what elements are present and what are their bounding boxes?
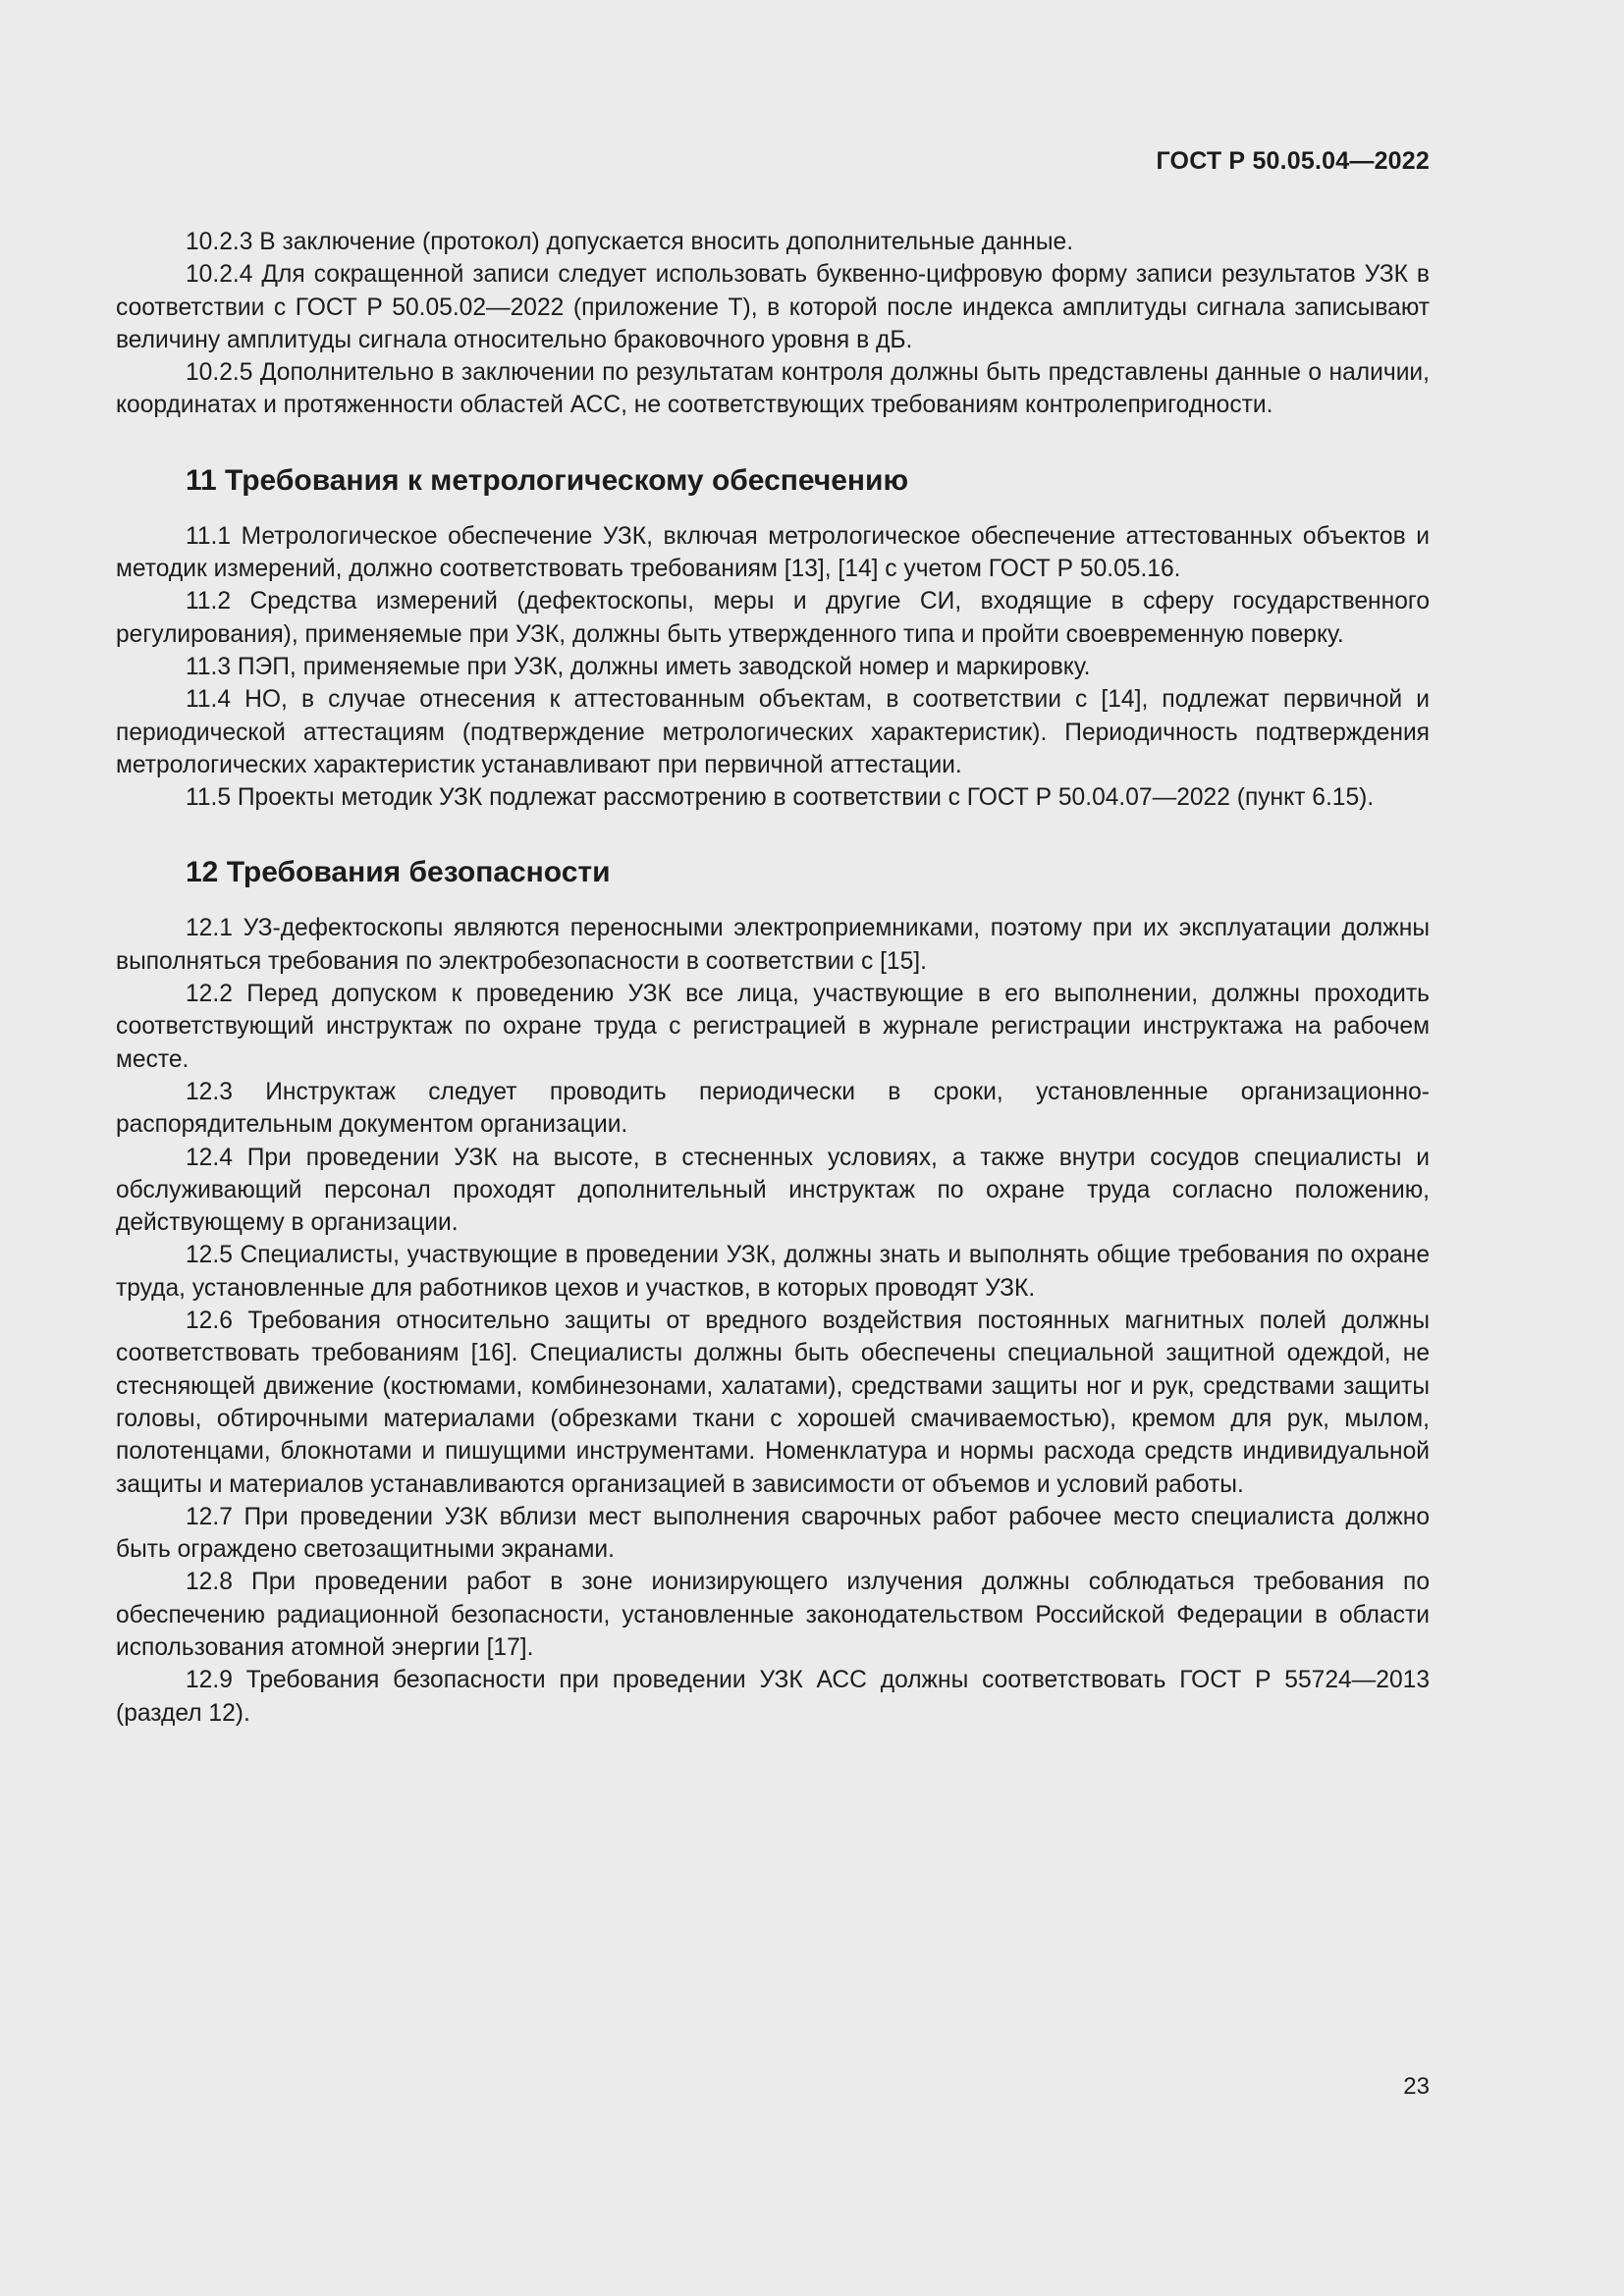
paragraph-11-3: 11.3 ПЭП, применяемые при УЗК, должны иметь заводской номер и маркировку. — [186, 653, 1091, 680]
section-12 — [116, 853, 1430, 1729]
paragraph-10-2-4: 10.2.4 Для сокращенной записи следует использовать буквенно-цифровую форму записи результатов УЗК в соответствии с ГОСТ Р 50.05.02—2022 (приложение Т), в которой после индекса амплитуды сигнала записывают величину амплитуды сигнала относительно браковочного уровня в дБ. — [116, 261, 1430, 353]
section-12-body — [116, 912, 1430, 1729]
section-11 — [116, 461, 1430, 815]
paragraph-10-2-5: 10.2.5 Дополнительно в заключении по результатам контроля должны быть представлены данные о наличии, координатах и протяженности областей АСС, не соответствующих требованиям контролепригодности. — [116, 359, 1430, 419]
page-content — [116, 226, 1430, 1730]
section-12-title: 12 Требования безопасности — [186, 856, 611, 889]
section-11-body — [116, 520, 1430, 815]
paragraph-11-5: 11.5 Проекты методик УЗК подлежат рассмотрению в соответствии с ГОСТ Р 50.04.07—2022 (пункт 6.15). — [186, 784, 1375, 812]
paragraph-12-6: 12.6 Требования относительно защиты от вредного воздействия постоянных магнитных полей должны соответствовать требованиям [16]. Специалисты должны быть обеспечены специальной защитной одеждой, не стесняющей движение (костюмами, комбинезонами, халатами), средствами защиты ног и рук, средствами защиты головы, обтирочными материалами (обрезками ткани с хорошей смачиваемостью), кремом для рук, мылом, полотенцами, блокнотами и пишущими инструментами. Номенклатура и нормы расхода средств индивидуальной защиты и материалов устанавливаются организацией в зависимости от объемов и условий работы. — [116, 1308, 1430, 1498]
paragraph-12-2: 12.2 Перед допуском к проведению УЗК все лица, участвующие в его выполнении, должны проходить соответствующий инструктаж по охране труда с регистрацией в журнале регистрации инструктажа на рабочем месте. — [116, 981, 1430, 1073]
paragraph-12-1: 12.1 УЗ-дефектоскопы являются переносными электроприемниками, поэтому при их эксплуатации должны выполняться требования по электробезопасности в соответствии с [15]. — [116, 915, 1430, 975]
paragraph-12-7: 12.7 При проведении УЗК вблизи мест выполнения сварочных работ рабочее место специалиста должно быть ограждено светозащитными экранами. — [116, 1503, 1430, 1564]
standard-designation: ГОСТ Р 50.05.04—2022 — [1156, 147, 1430, 175]
paragraph-11-2: 11.2 Средства измерений (дефектоскопы, меры и другие СИ, входящие в сферу государственного регулирования), применяемые при УЗК, должны быть утвержденного типа и пройти своевременную поверку. — [116, 588, 1430, 648]
paragraph-12-9: 12.9 Требования безопасности при проведении УЗК АСС должны соответствовать ГОСТ Р 55724—2013 (раздел 12). — [116, 1667, 1430, 1727]
clause-10-2-tail — [116, 226, 1430, 422]
page-number: 23 — [1403, 2073, 1430, 2100]
section-11-title: 11 Требования к метрологическому обеспечению — [186, 463, 909, 497]
paragraph-10-2-3: 10.2.3 В заключение (протокол) допускается вносить дополнительные данные. — [186, 229, 1074, 255]
paragraph-11-4: 11.4 НО, в случае отнесения к аттестованным объектам, в соответствии с [14], подлежат первичной и периодической аттестациям (подтверждение метрологических характеристик). Периодичность подтверждения метрологических характеристик устанавливают при первичной аттестации. — [116, 686, 1430, 778]
paragraph-12-4: 12.4 При проведении УЗК на высоте, в стесненных условиях, а также внутри сосудов специалисты и обслуживающий персонал проходят дополнительный инструктаж по охране труда согласно положению, действующему в организации. — [116, 1144, 1430, 1237]
paragraph-12-5: 12.5 Специалисты, участвующие в проведении УЗК, должны знать и выполнять общие требования по охране труда, установленные для работников цехов и участков, в которых проводят УЗК. — [116, 1242, 1430, 1302]
paragraph-12-8: 12.8 При проведении работ в зоне ионизирующего излучения должны соблюдаться требования по обеспечению радиационной безопасности, установленные законодательством Российской Федерации в области использования атомной энергии [17]. — [116, 1569, 1430, 1661]
paragraph-12-3: 12.3 Инструктаж следует проводить периодически в сроки, установленные организационно-распорядительным документом организации. — [116, 1078, 1430, 1139]
paragraph-11-1: 11.1 Метрологическое обеспечение УЗК, включая метрологическое обеспечение аттестованных объектов и методик измерений, должно соответствовать требованиям [13], [14] с учетом ГОСТ Р 50.05.16. — [116, 522, 1430, 583]
